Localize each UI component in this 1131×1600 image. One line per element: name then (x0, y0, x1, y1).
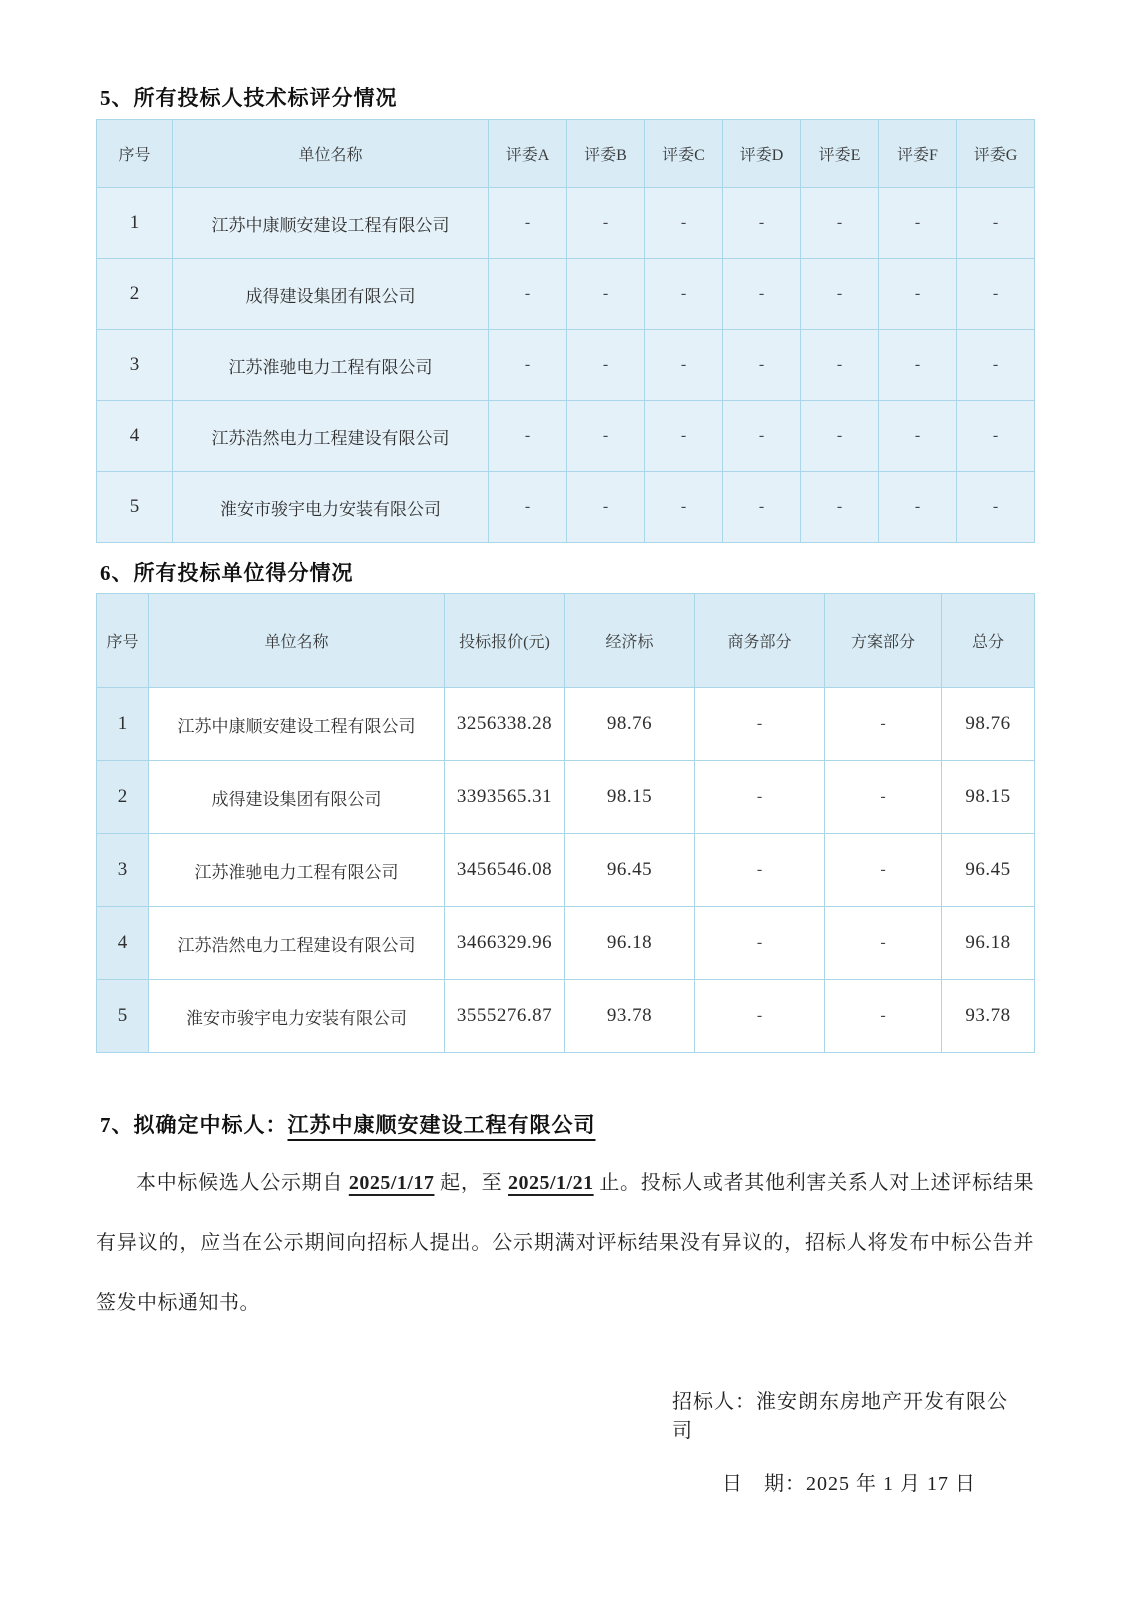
company-name-cell: 淮安市骏宇电力安装有限公司 (173, 472, 489, 543)
section5-title: 5、所有投标人技术标评分情况 (100, 86, 398, 110)
business-part-cell: - (695, 834, 825, 907)
tech-score-row (97, 472, 1035, 543)
judge-d-score-cell: - (723, 330, 801, 401)
business-part-cell: - (695, 688, 825, 761)
judge-g-score-cell: - (957, 259, 1035, 330)
judge-f-score-cell: - (879, 259, 957, 330)
company-name-cell: 江苏淮驰电力工程有限公司 (149, 834, 445, 907)
judge-a-score-cell: - (489, 188, 567, 259)
judge-f-score-cell: - (879, 472, 957, 543)
row-number-cell: 3 (97, 834, 149, 907)
row-number-cell: 4 (97, 401, 173, 472)
winner-company-name: 江苏中康顺安建设工程有限公司 (287, 1113, 596, 1137)
publicity-start-date: 2025/1/17 (348, 1172, 435, 1194)
tech-score-header-cell: 评委G (957, 120, 1035, 188)
date-line: 日 期：2025 年 1 月 17 日 (722, 1473, 976, 1495)
total-score-cell: 96.18 (942, 907, 1035, 980)
judge-d-score-cell: - (723, 472, 801, 543)
total-score-header-cell: 序号 (97, 594, 149, 688)
judge-g-score-cell: - (957, 188, 1035, 259)
company-name-cell: 成得建设集团有限公司 (149, 761, 445, 834)
total-score-row (97, 688, 1035, 761)
judge-d-score-cell: - (723, 401, 801, 472)
total-score-row (97, 834, 1035, 907)
company-name-cell: 江苏淮驰电力工程有限公司 (173, 330, 489, 401)
plan-part-cell: - (825, 761, 942, 834)
judge-e-score-cell: - (801, 259, 879, 330)
tech-score-header-cell: 评委B (567, 120, 645, 188)
bid-price-cell: 3393565.31 (445, 761, 565, 834)
total-score-header-cell: 单位名称 (149, 594, 445, 688)
judge-c-score-cell: - (645, 188, 723, 259)
judge-d-score-cell: - (723, 188, 801, 259)
economic-score-cell: 96.18 (565, 907, 695, 980)
plan-part-cell: - (825, 907, 942, 980)
judge-c-score-cell: - (645, 330, 723, 401)
row-number-cell: 3 (97, 330, 173, 401)
tech-score-header-cell: 序号 (97, 120, 173, 188)
judge-c-score-cell: - (645, 259, 723, 330)
tech-score-row (97, 330, 1035, 401)
plan-part-cell: - (825, 688, 942, 761)
total-score-header-cell: 方案部分 (825, 594, 942, 688)
plan-part-cell: - (825, 980, 942, 1053)
row-number-cell: 5 (97, 980, 149, 1053)
judge-e-score-cell: - (801, 472, 879, 543)
judge-e-score-cell: - (801, 188, 879, 259)
bid-price-cell: 3456546.08 (445, 834, 565, 907)
publicity-end-date: 2025/1/21 (508, 1172, 594, 1194)
section7-title (100, 1109, 1034, 1139)
judge-b-score-cell: - (567, 259, 645, 330)
total-score-cell: 98.76 (942, 688, 1035, 761)
company-name-cell: 江苏浩然电力工程建设有限公司 (173, 401, 489, 472)
total-score-header-cell: 商务部分 (695, 594, 825, 688)
row-number-cell: 1 (97, 188, 173, 259)
publicity-notice-paragraph (96, 1153, 1034, 1333)
economic-score-cell: 98.15 (565, 761, 695, 834)
judge-f-score-cell: - (879, 188, 957, 259)
economic-score-cell: 93.78 (565, 980, 695, 1053)
total-score-header-cell: 经济标 (565, 594, 695, 688)
judge-a-score-cell: - (489, 330, 567, 401)
judge-b-score-cell: - (567, 330, 645, 401)
business-part-cell: - (695, 907, 825, 980)
bid-price-cell: 3555276.87 (445, 980, 565, 1053)
plan-part-cell: - (825, 834, 942, 907)
company-name-cell: 成得建设集团有限公司 (173, 259, 489, 330)
judge-f-score-cell: - (879, 330, 957, 401)
judge-d-score-cell: - (723, 259, 801, 330)
judge-e-score-cell: - (801, 401, 879, 472)
tech-score-header-cell: 评委F (879, 120, 957, 188)
tech-score-header-row (97, 120, 1035, 188)
bid-price-cell: 3466329.96 (445, 907, 565, 980)
judge-g-score-cell: - (957, 401, 1035, 472)
judge-f-score-cell: - (879, 401, 957, 472)
tech-score-header-cell: 评委E (801, 120, 879, 188)
notice-text-lead: 本中标候选人公示期自 (136, 1172, 349, 1194)
notice-text-mid: 起，至 (434, 1172, 508, 1194)
total-score-row (97, 907, 1035, 980)
judge-a-score-cell: - (489, 259, 567, 330)
document-page (96, 82, 1034, 1496)
judge-b-score-cell: - (567, 472, 645, 543)
judge-g-score-cell: - (957, 472, 1035, 543)
company-name-cell: 江苏中康顺安建设工程有限公司 (173, 188, 489, 259)
total-score-header-cell: 总分 (942, 594, 1035, 688)
judge-c-score-cell: - (645, 401, 723, 472)
row-number-cell: 5 (97, 472, 173, 543)
winner-label: 7、拟确定中标人： (100, 1113, 288, 1137)
tech-score-header-cell: 单位名称 (173, 120, 489, 188)
tenderer-line: 招标人：淮安朗东房地产开发有限公司 (672, 1391, 1008, 1442)
judge-b-score-cell: - (567, 188, 645, 259)
economic-score-cell: 98.76 (565, 688, 695, 761)
tech-score-header-cell: 评委A (489, 120, 567, 188)
company-name-cell: 江苏中康顺安建设工程有限公司 (149, 688, 445, 761)
notice-text-tail: 止。投标人或者其他利害关系人对上述评标结果有异议的，应当在公示期间向招标人提出。公示期满对评标结果没有异议的，招标人将发布中标公告并签发中标通知书。 (96, 1172, 1035, 1314)
row-number-cell: 2 (97, 761, 149, 834)
tech-score-header-cell: 评委C (645, 120, 723, 188)
total-score-header-row (97, 594, 1035, 688)
business-part-cell: - (695, 761, 825, 834)
total-score-header-cell: 投标报价(元) (445, 594, 565, 688)
judge-a-score-cell: - (489, 401, 567, 472)
total-score-cell: 93.78 (942, 980, 1035, 1053)
business-part-cell: - (695, 980, 825, 1053)
judge-c-score-cell: - (645, 472, 723, 543)
tech-score-row (97, 259, 1035, 330)
total-score-row (97, 980, 1035, 1053)
tech-score-row (97, 401, 1035, 472)
economic-score-cell: 96.45 (565, 834, 695, 907)
bid-price-cell: 3256338.28 (445, 688, 565, 761)
total-score-row (97, 761, 1035, 834)
total-score-cell: 96.45 (942, 834, 1035, 907)
judge-g-score-cell: - (957, 330, 1035, 401)
section6-title: 6、所有投标单位得分情况 (100, 561, 354, 585)
row-number-cell: 4 (97, 907, 149, 980)
total-score-table (96, 593, 1035, 1053)
judge-e-score-cell: - (801, 330, 879, 401)
signature-block (672, 1385, 1026, 1496)
tech-score-table (96, 119, 1035, 543)
row-number-cell: 1 (97, 688, 149, 761)
judge-a-score-cell: - (489, 472, 567, 543)
tech-score-row (97, 188, 1035, 259)
total-score-cell: 98.15 (942, 761, 1035, 834)
tech-score-header-cell: 评委D (723, 120, 801, 188)
company-name-cell: 江苏浩然电力工程建设有限公司 (149, 907, 445, 980)
row-number-cell: 2 (97, 259, 173, 330)
judge-b-score-cell: - (567, 401, 645, 472)
company-name-cell: 淮安市骏宇电力安装有限公司 (149, 980, 445, 1053)
